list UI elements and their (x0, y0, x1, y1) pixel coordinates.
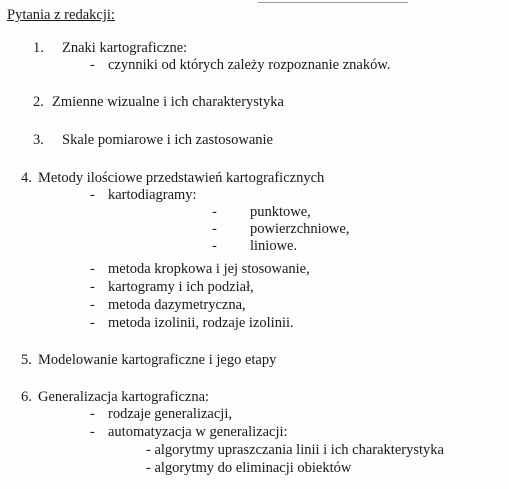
item-4-other-1-dash: - (90, 261, 95, 277)
item-6-title: Generalizacja kartograficzna: (38, 389, 210, 405)
item-4-other-2-dash: - (90, 279, 95, 295)
item-4-other-2: kartogramy i ich podział, (108, 279, 254, 295)
item-2-title: Zmienne wizualne i ich charakterystyka (52, 94, 284, 110)
item-5-title: Modelowanie kartograficzne i jego etapy (38, 352, 277, 368)
item-4-other-3: metoda dazymetryczna, (108, 297, 246, 313)
item-4-type-2-dash: - (212, 221, 217, 237)
item-4-kartodiagramy-dash: - (90, 187, 95, 203)
item-5-number: 5. (21, 352, 32, 368)
item-4-type-1-dash: - (212, 204, 217, 220)
item-4-other-1: metoda kropkowa i jej stosowanie, (108, 261, 310, 277)
item-3-number: 3. (33, 132, 44, 148)
item-6-algorithm-1: - algorytmy upraszczania linii i ich charakterystyka (146, 442, 444, 458)
item-4-type-1: punktowe, (250, 204, 311, 220)
item-1-number: 1. (33, 40, 44, 56)
item-4-number: 4. (21, 170, 32, 186)
item-1-sub-text: czynniki od których zależy rozpoznanie znaków. (108, 57, 391, 73)
item-4-kartodiagramy: kartodiagramy: (108, 187, 197, 203)
item-1-title: Znaki kartograficzne: (62, 40, 188, 56)
item-4-title: Metody ilościowe przedstawień kartograficznych (38, 170, 325, 186)
item-6-point-1-dash: - (90, 406, 95, 422)
item-4-type-3: liniowe. (250, 238, 298, 254)
item-4-type-2: powierzchniowe, (250, 221, 350, 237)
item-4-other-3-dash: - (90, 297, 95, 313)
item-6-point-1: rodzaje generalizacji, (108, 406, 232, 422)
document-heading: Pytania z redakcji: (7, 7, 115, 23)
item-6-point-2: automatyzacja w generalizacji: (108, 424, 288, 440)
item-4-other-4-dash: - (90, 315, 95, 331)
item-6-algorithm-2: - algorytmy do eliminacji obiektów (146, 460, 352, 476)
item-6-point-2-dash: - (90, 424, 95, 440)
item-4-type-3-dash: - (212, 238, 217, 254)
item-1-sub-dash: - (90, 57, 95, 73)
item-2-number: 2. (33, 94, 44, 110)
item-6-number: 6. (21, 389, 32, 405)
item-3-title: Skale pomiarowe i ich zastosowanie (62, 132, 273, 148)
scan-edge-line (258, 2, 408, 3)
item-4-other-4: metoda izolinii, rodzaje izolinii. (108, 315, 294, 331)
